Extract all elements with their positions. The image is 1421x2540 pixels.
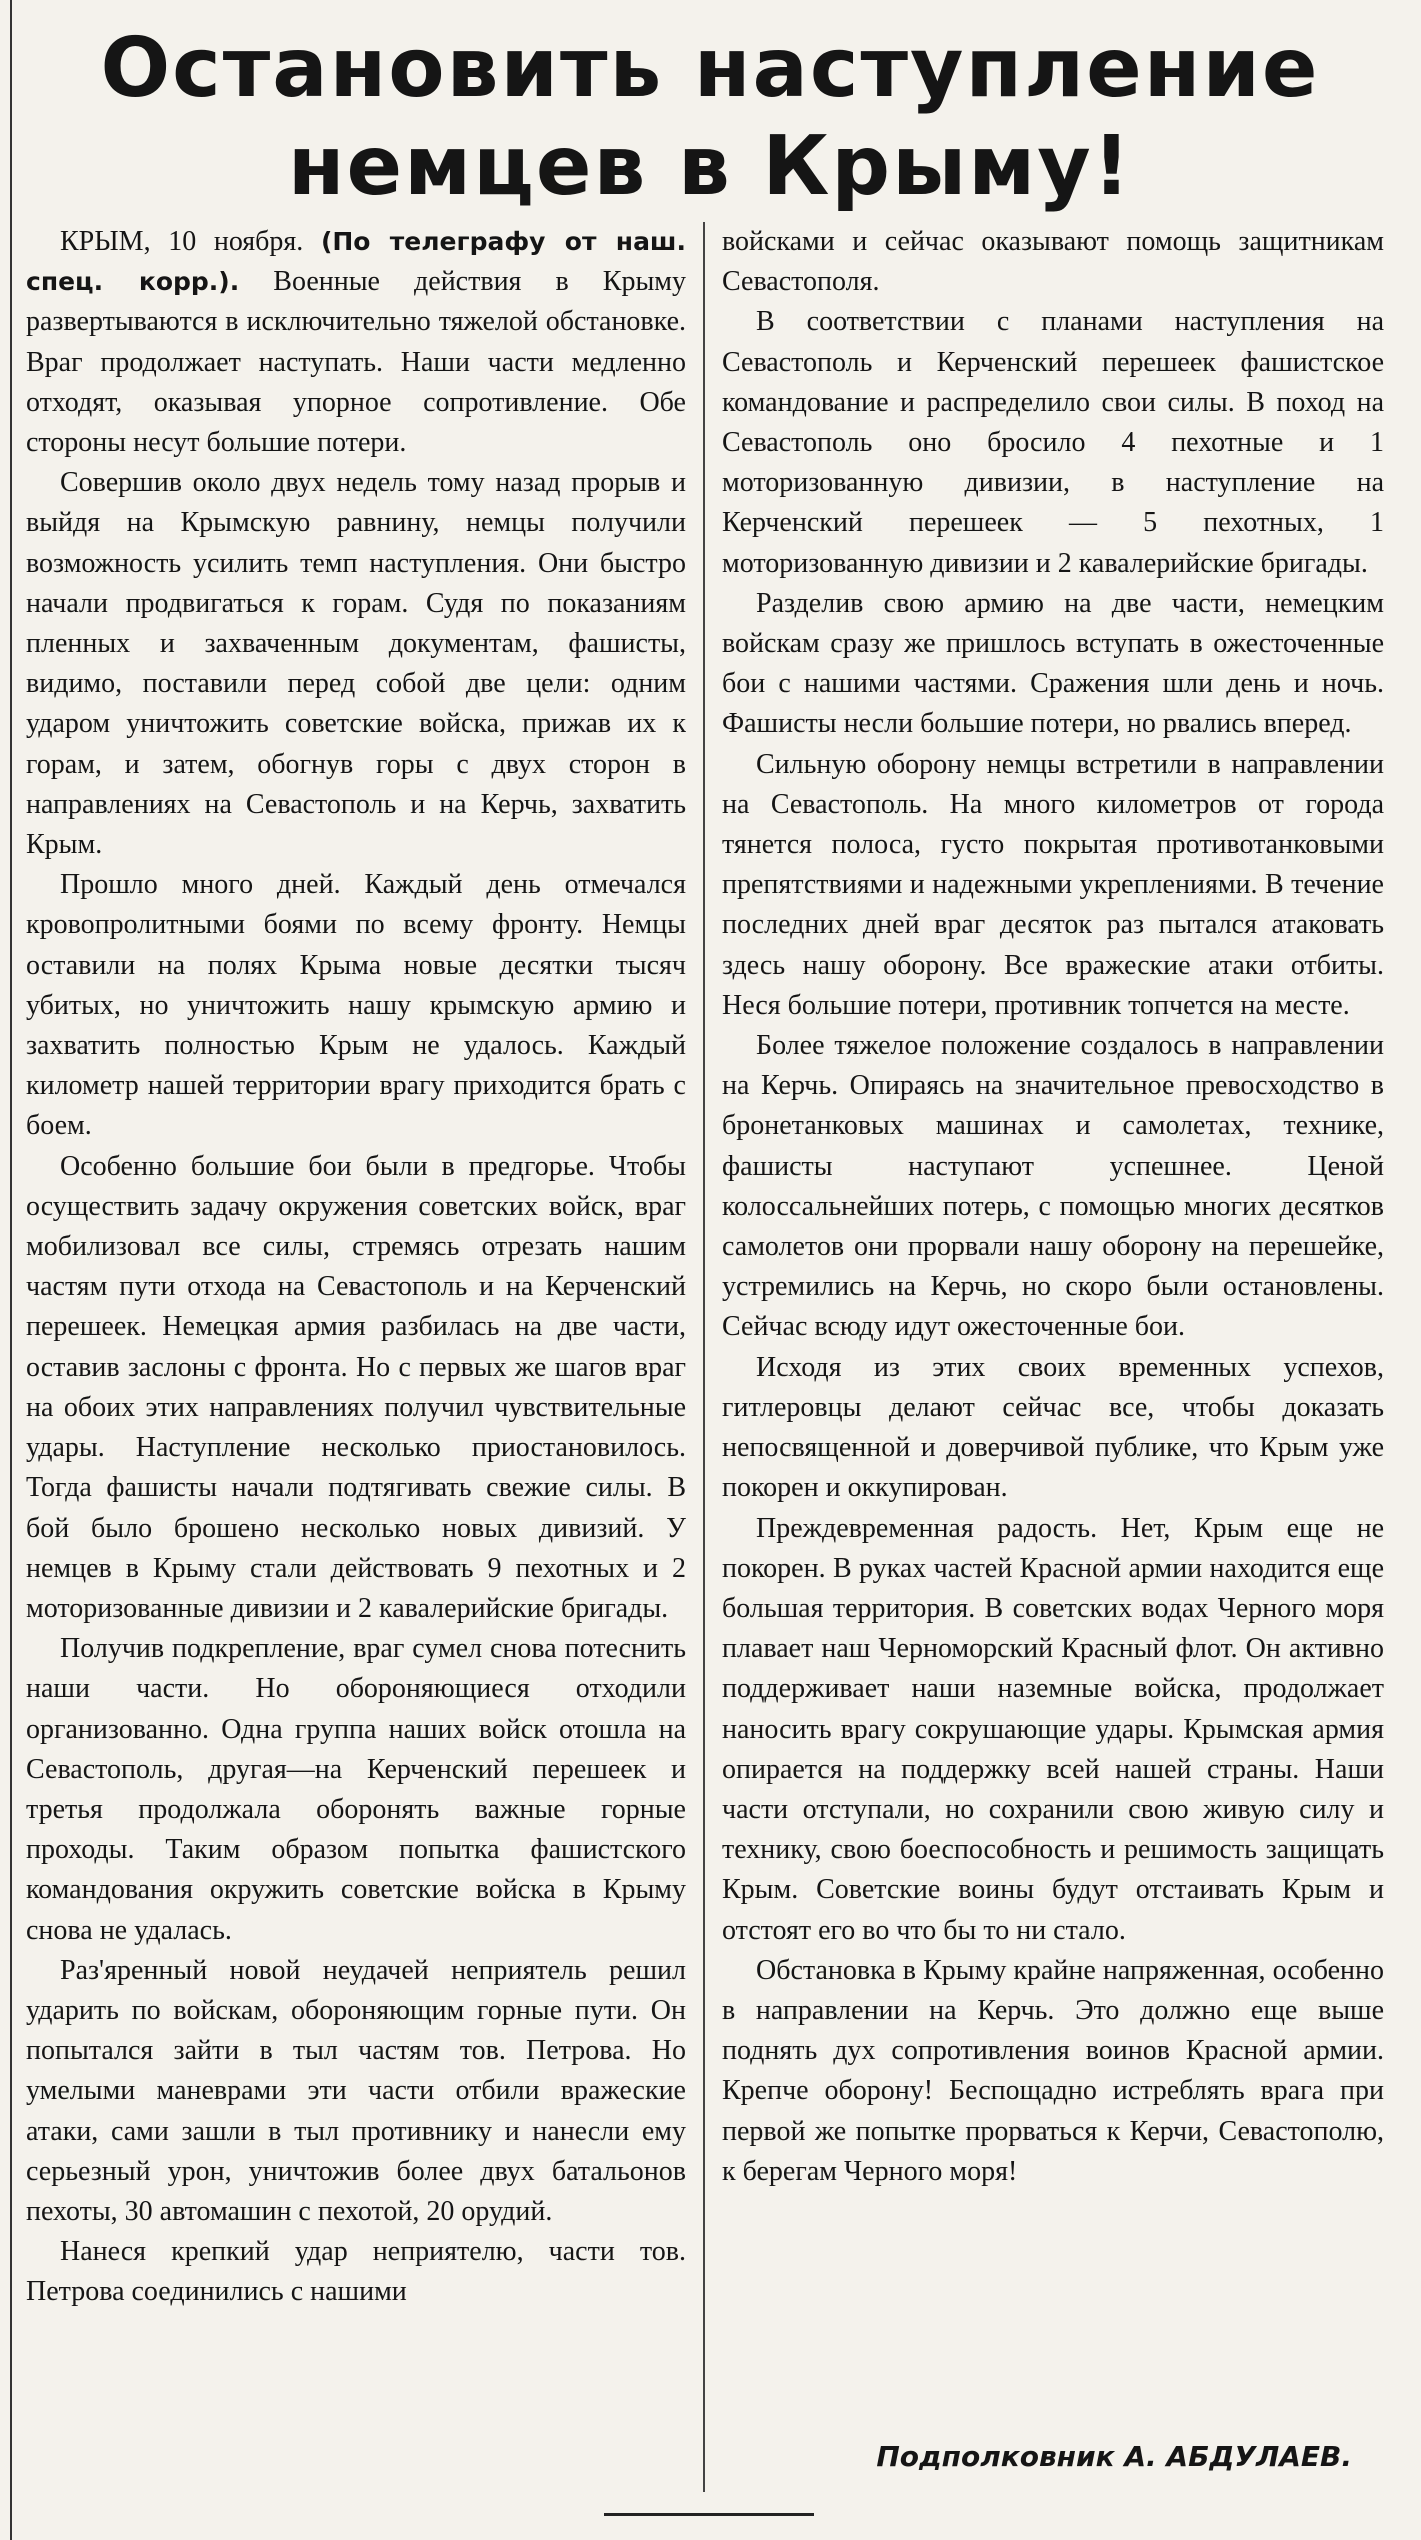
author-signature: Подполковник А. АБДУЛАЕВ. (876, 2440, 1352, 2473)
dateline: КРЫМ, 10 ноября. (60, 226, 304, 257)
page-headline (60, 20, 1360, 216)
lead-text: Военные действия в Крыму развертываются в исключительно тяжелой обстановке. Враг продолжает наступать. Наши части медленно отходят, оказывая упорное сопротивление. Обе стороны несут большие потери. (26, 266, 687, 459)
article-paragraph: Более тяжелое положение создалось в направлении на Керчь. Опираясь на значительное превосходство в бронетанковых машинах и самолетах, технике, фашисты наступают успешнее. Ценой колоссальнейших потерь, с помощью многих десятков самолетов они прорвали нашу оборону на перешейке, устремились на Керчь, но скоро были остановлены. Сейчас всюду идут ожесточенные бои. (722, 1030, 1384, 1343)
article-paragraph: Совершив около двух недель тому назад прорыв и выйдя на Крымскую равнину, немцы получили возможность усилить темп наступления. Они быстро начали продвигаться к горам. Судя по показаниям пленных и захваченным документам, фашисты, видимо, поставили перед собой две цели: одним ударом уничтожить советские войска, прижав их к горам, и затем, обогнув горы с двух сторон в направлениях на Севастополь и на Керчь, захватить Крым. (26, 467, 686, 861)
article-paragraph: Преждевременная радость. Нет, Крым еще не покорен. В руках частей Красной армии находится еще большая территория. В советских водах Черного моря плавает наш Черноморский Красный флот. Он активно поддерживает наши наземные войска, продолжает наносить врагу сокрушающие удары. Крымская армия опирается на поддержку всей нашей страны. Наши части отступали, но сохранили свою живую силу и технику, свою боеспособность и решимость защищать Крым. Советские воины будут отстаивать Крым и отстоят его во что бы то ни стало. (722, 1512, 1384, 1946)
bottom-rule (604, 2513, 814, 2516)
article-paragraph-continuation: войсками и сейчас оказывают помощь защитникам Севастополя. (722, 226, 1384, 298)
headline-line-1: Остановить наступление (100, 21, 1320, 116)
article-paragraph: Особенно большие бои были в предгорье. Чтобы осуществить задачу окружения советских войск, враг мобилизовал все силы, стремясь отрезать нашим частям пути отхода на Севастополь и на Керченский перешеек. Немецкая армия разбилась на две части, оставив заслоны с фронта. Но с первых же шагов враг на обоих этих направлениях получил чувствительные удары. Наступление несколько приостановилось. Тогда фашисты начали подтягивать свежие силы. В бой было брошено несколько новых дивизий. У немцев в Крыму стали действовать 9 пехотных и 2 моторизованные дивизии и 2 кавалерийские бригады. (26, 1150, 686, 1624)
article-column-left (26, 222, 686, 2313)
headline-line-2: немцев в Крыму! (287, 119, 1133, 214)
article-paragraph: Сильную оборону немцы встретили в направлении на Севастополь. На много километров от города тянется полоса, густо покрытая противотанковыми препятствиями и надежными укреплениями. В течение последних дней враг десяток раз пытался атаковать здесь нашу оборону. Все вражеские атаки отбиты. Неся большие потери, противник топчется на месте. (722, 748, 1384, 1021)
column-rule-left (10, 0, 12, 2540)
article-paragraph: Раз'яренный новой неудачей неприятель решил ударить по войскам, обороняющим горные пути. Он попытался зайти в тыл частям тов. Петрова. Но умелыми маневрами эти части отбили вражеские атаки, сами зашли в тыл противнику и нанесли ему серьезный урон, уничтожив более двух батальонов пехоты, 30 автомашин с пехотой, 20 орудий. (26, 1954, 686, 2227)
article-paragraph: Обстановка в Крыму крайне напряженная, особенно в направлении на Керчь. Это должно еще выше поднять дух сопротивления воинов Красной армии. Крепче оборону! Беспощадно истреблять врага при первой же попытке прорваться к Керчи, Севастополю, к берегам Черного моря! (722, 1954, 1384, 2187)
article-column-right (722, 222, 1384, 2192)
article-paragraph: Получив подкрепление, враг сумел снова потеснить наши части. Но обороняющиеся отходили организованно. Одна группа наших войск отошла на Севастополь, другая—на Керченский перешеек и третья продолжала оборонять важные горные проходы. Таким образом попытка фашистского командования окружить советские войска в Крыму снова не удалась. (26, 1633, 686, 1946)
source-note: (По телеграфу от наш. спец. корр.). (26, 227, 686, 297)
article-paragraph: Прошло много дней. Каждый день отмечался кровопролитными боями по всему фронту. Немцы оставили на полях Крыма новые десятки тысяч убитых, но уничтожить нашу крымскую армию и захватить полностью Крым не удалось. Каждый километр нашей территории врагу приходится брать с боем. (26, 869, 686, 1142)
article-paragraph: Разделив свою армию на две части, немецким войскам сразу же пришлось вступать в ожесточенные бои с нашими частями. Сражения шли день и ночь. Фашисты несли большие потери, но рвались вперед. (722, 587, 1384, 740)
article-paragraph: В соответствии с планами наступления на Севастополь и Керченский перешеек фашистское командование и распределило свои силы. В поход на Севастополь оно бросило 4 пехотные и 1 моторизованную дивизии, в наступление на Керченский перешеек — 5 пехотных, 1 моторизованную дивизии и 2 кавалерийские бригады. (722, 306, 1384, 579)
column-divider (703, 222, 705, 2492)
article-paragraph: Нанеся крепкий удар неприятелю, части тов. Петрова соединились с нашими (26, 2236, 686, 2308)
article-lead-paragraph (26, 222, 686, 463)
article-paragraph: Исходя из этих своих временных успехов, гитлеровцы делают сейчас все, чтобы доказать непосвященной и доверчивой публике, что Крым уже покорен и оккупирован. (722, 1351, 1384, 1504)
